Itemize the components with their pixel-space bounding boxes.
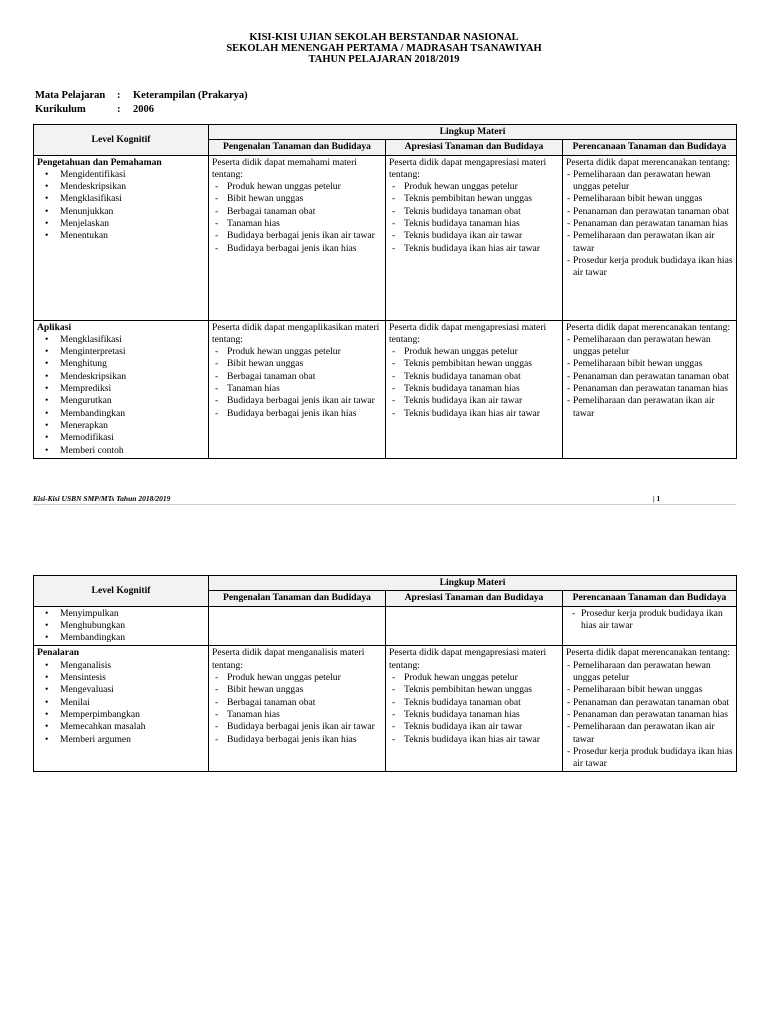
item-list xyxy=(389,181,559,255)
list-item: • Mengklasifikasi xyxy=(60,334,205,346)
cell-intro: Peserta didik dapat mengapresiasi materi tentang: xyxy=(389,321,547,345)
list-item: • Membandingkan xyxy=(60,408,205,420)
list-item: • Menerapkan xyxy=(60,420,205,432)
item-list xyxy=(566,608,733,633)
list-item: - Teknis budidaya tanaman obat xyxy=(404,697,559,709)
list-item: - Prosedur kerja produk budidaya ikan hias air tawar xyxy=(573,255,733,280)
content-cell xyxy=(563,155,737,320)
item-list xyxy=(566,660,733,771)
level-title: Aplikasi xyxy=(37,321,72,333)
list-item: - Penanaman dan perawatan tanaman hias xyxy=(573,383,733,395)
list-item: - Prosedur kerja produk budidaya ikan hias air tawar xyxy=(573,746,733,771)
list-item: - Produk hewan unggas petelur xyxy=(227,672,382,684)
list-item: • Mengidentifikasi xyxy=(60,169,205,181)
table-row xyxy=(34,646,737,772)
list-item: - Penanaman dan perawatan tanaman hias xyxy=(573,709,733,721)
list-item: - Penanaman dan perawatan tanaman obat xyxy=(573,371,733,383)
item-list xyxy=(212,346,382,420)
list-item: • Mengklasifikasi xyxy=(60,193,205,205)
list-item: - Pemeliharaan dan perawatan ikan air tawar xyxy=(573,721,733,746)
content-cell xyxy=(386,320,563,458)
meta-info xyxy=(33,88,250,118)
list-item: - Berbagai tanaman obat xyxy=(227,206,382,218)
list-item: • Memberi argumen xyxy=(60,734,205,746)
list-item: - Teknis budidaya ikan hias air tawar xyxy=(404,408,559,420)
header-col-1: Pengenalan Tanaman dan Budidaya xyxy=(209,140,386,155)
grid-table-page-2 xyxy=(33,575,737,772)
list-item: - Berbagai tanaman obat xyxy=(227,697,382,709)
list-item: - Penanaman dan perawatan tanaman obat xyxy=(573,206,733,218)
list-item: - Prosedur kerja produk budidaya ikan hias air tawar xyxy=(581,608,733,633)
item-list xyxy=(389,672,559,746)
list-item: - Pemeliharaan bibit hewan unggas xyxy=(573,358,733,370)
list-item: - Penanaman dan perawatan tanaman hias xyxy=(573,218,733,230)
list-item: - Teknis budidaya tanaman obat xyxy=(404,206,559,218)
list-item: - Budidaya berbagai jenis ikan air tawar xyxy=(227,395,382,407)
list-item: • Memprediksi xyxy=(60,383,205,395)
list-item: - Budidaya berbagai jenis ikan air tawar xyxy=(227,721,382,733)
level-cell xyxy=(34,320,209,458)
content-cell xyxy=(386,646,563,772)
level-cell xyxy=(34,155,209,320)
item-list xyxy=(566,169,733,280)
cell-intro: Peserta didik dapat merencanakan tentang: xyxy=(566,647,731,659)
item-list xyxy=(566,334,733,420)
page-footer xyxy=(33,494,736,503)
list-item: - Tanaman hias xyxy=(227,383,382,395)
level-cell xyxy=(34,606,209,646)
list-item: • Menghitung xyxy=(60,358,205,370)
table-row xyxy=(34,606,737,646)
list-item: • Menunjukkan xyxy=(60,206,205,218)
list-item: - Produk hewan unggas petelur xyxy=(227,346,382,358)
list-item: - Teknis budidaya tanaman hias xyxy=(404,383,559,395)
grid-table-page-1 xyxy=(33,124,737,459)
subject-value: Keterampilan (Prakarya) xyxy=(133,90,248,101)
level-cell xyxy=(34,646,209,772)
table-row xyxy=(34,320,737,458)
list-item: • Membandingkan xyxy=(60,632,205,644)
list-item: • Menghubungkan xyxy=(60,620,205,632)
footer-divider xyxy=(33,504,736,505)
list-item: - Pemeliharaan dan perawatan hewan unggas petelur xyxy=(573,169,733,194)
list-item: - Budidaya berbagai jenis ikan hias xyxy=(227,734,382,746)
list-item: • Memecahkan masalah xyxy=(60,721,205,733)
list-item: - Teknis budidaya ikan air tawar xyxy=(404,395,559,407)
list-item: - Pemeliharaan bibit hewan unggas xyxy=(573,684,733,696)
list-item: • Mengevaluasi xyxy=(60,684,205,696)
level-list xyxy=(37,334,205,457)
content-cell xyxy=(563,320,737,458)
list-item: - Bibit hewan unggas xyxy=(227,193,382,205)
document-title xyxy=(0,32,768,65)
list-item: - Teknis budidaya ikan hias air tawar xyxy=(404,243,559,255)
level-title: Pengetahuan dan Pemahaman xyxy=(37,156,162,168)
list-item: - Berbagai tanaman obat xyxy=(227,371,382,383)
level-list xyxy=(37,660,205,746)
cell-intro: Peserta didik dapat menganalisis materi tentang: xyxy=(212,647,365,671)
list-item: - Pemeliharaan dan perawatan hewan unggas petelur xyxy=(573,334,733,359)
content-cell xyxy=(209,320,386,458)
list-item: • Memberi contoh xyxy=(60,445,205,457)
cell-intro: Peserta didik dapat merencanakan tentang: xyxy=(566,321,731,333)
cell-intro: Peserta didik dapat merencanakan tentang: xyxy=(566,156,731,168)
list-item: - Teknis budidaya tanaman hias xyxy=(404,218,559,230)
list-item: - Tanaman hias xyxy=(227,709,382,721)
table-row xyxy=(34,155,737,320)
cell-intro: Peserta didik dapat mengapresiasi materi tentang: xyxy=(389,156,547,180)
list-item: - Teknis pembibitan hewan unggas xyxy=(404,358,559,370)
content-cell xyxy=(563,646,737,772)
list-item: • Memperpimbangkan xyxy=(60,709,205,721)
header-col-1: Pengenalan Tanaman dan Budidaya xyxy=(209,591,386,606)
colon: : xyxy=(117,90,121,101)
header-level: Level Kognitif xyxy=(34,125,209,156)
curriculum-value: 2006 xyxy=(133,104,154,115)
list-item: • Mengurutkan xyxy=(60,395,205,407)
footer-text: Kisi-Kisi USBN SMP/MTs Tahun 2018/2019 xyxy=(33,494,171,503)
list-item: - Bibit hewan unggas xyxy=(227,358,382,370)
list-item: • Mendeskripsikan xyxy=(60,181,205,193)
list-item: - Penanaman dan perawatan tanaman obat xyxy=(573,697,733,709)
list-item: - Pemeliharaan bibit hewan unggas xyxy=(573,193,733,205)
item-list xyxy=(212,672,382,746)
list-item: - Teknis budidaya ikan air tawar xyxy=(404,721,559,733)
list-item: - Teknis budidaya tanaman obat xyxy=(404,371,559,383)
level-list xyxy=(37,169,205,243)
cell-intro: Peserta didik dapat mengapresiasi materi tentang: xyxy=(389,647,547,671)
header-scope: Lingkup Materi xyxy=(209,125,737,140)
list-item: • Menyimpulkan xyxy=(60,608,205,620)
header-col-3: Perencanaan Tanaman dan Budidaya xyxy=(563,591,737,606)
list-item: • Menentukan xyxy=(60,230,205,242)
title-line-2: SEKOLAH MENENGAH PERTAMA / MADRASAH TSANAWIYAH xyxy=(226,43,542,54)
title-line-1: KISI-KISI UJIAN SEKOLAH BERSTANDAR NASIONAL xyxy=(249,32,519,43)
list-item: - Teknis budidaya ikan air tawar xyxy=(404,230,559,242)
page-number: | 1 xyxy=(653,494,661,503)
list-item: - Bibit hewan unggas xyxy=(227,684,382,696)
list-item: • Menganalisis xyxy=(60,660,205,672)
subject-label: Mata Pelajaran xyxy=(35,90,106,101)
list-item: • Memodifikasi xyxy=(60,432,205,444)
header-level: Level Kognitif xyxy=(34,576,209,607)
list-item: - Teknis budidaya tanaman hias xyxy=(404,709,559,721)
list-item: - Produk hewan unggas petelur xyxy=(404,181,559,193)
item-list xyxy=(389,346,559,420)
level-title: Penalaran xyxy=(37,647,80,659)
title-line-3: TAHUN PELAJARAN 2018/2019 xyxy=(308,54,460,65)
content-cell xyxy=(209,606,386,646)
content-cell xyxy=(386,606,563,646)
list-item: • Menginterpretasi xyxy=(60,346,205,358)
list-item: - Pemeliharaan dan perawatan hewan unggas petelur xyxy=(573,660,733,685)
list-item: - Produk hewan unggas petelur xyxy=(404,672,559,684)
list-item: • Menjelaskan xyxy=(60,218,205,230)
list-item: • Menilai xyxy=(60,697,205,709)
list-item: - Teknis pembibitan hewan unggas xyxy=(404,684,559,696)
list-item: - Budidaya berbagai jenis ikan air tawar xyxy=(227,230,382,242)
header-col-2: Apresiasi Tanaman dan Budidaya xyxy=(386,591,563,606)
colon: : xyxy=(117,104,121,115)
content-cell xyxy=(209,646,386,772)
list-item: - Teknis pembibitan hewan unggas xyxy=(404,193,559,205)
header-col-3: Perencanaan Tanaman dan Budidaya xyxy=(563,140,737,155)
list-item: - Teknis budidaya ikan hias air tawar xyxy=(404,734,559,746)
curriculum-label: Kurikulum xyxy=(35,104,86,115)
item-list xyxy=(212,181,382,255)
cell-intro: Peserta didik dapat memahami materi tentang: xyxy=(212,156,357,180)
list-item: - Produk hewan unggas petelur xyxy=(227,181,382,193)
list-item: - Produk hewan unggas petelur xyxy=(404,346,559,358)
content-cell xyxy=(209,155,386,320)
list-item: - Budidaya berbagai jenis ikan hias xyxy=(227,408,382,420)
content-cell xyxy=(386,155,563,320)
cell-intro: Peserta didik dapat mengaplikasikan materi tentang: xyxy=(212,321,380,345)
content-cell xyxy=(563,606,737,646)
list-item: - Pemeliharaan dan perawatan ikan air tawar xyxy=(573,395,733,420)
header-col-2: Apresiasi Tanaman dan Budidaya xyxy=(386,140,563,155)
list-item: • Mendeskripsikan xyxy=(60,371,205,383)
header-scope: Lingkup Materi xyxy=(209,576,737,591)
level-list xyxy=(37,608,205,645)
list-item: • Mensintesis xyxy=(60,672,205,684)
list-item: - Tanaman hias xyxy=(227,218,382,230)
list-item: - Budidaya berbagai jenis ikan hias xyxy=(227,243,382,255)
list-item: - Pemeliharaan dan perawatan ikan air tawar xyxy=(573,230,733,255)
